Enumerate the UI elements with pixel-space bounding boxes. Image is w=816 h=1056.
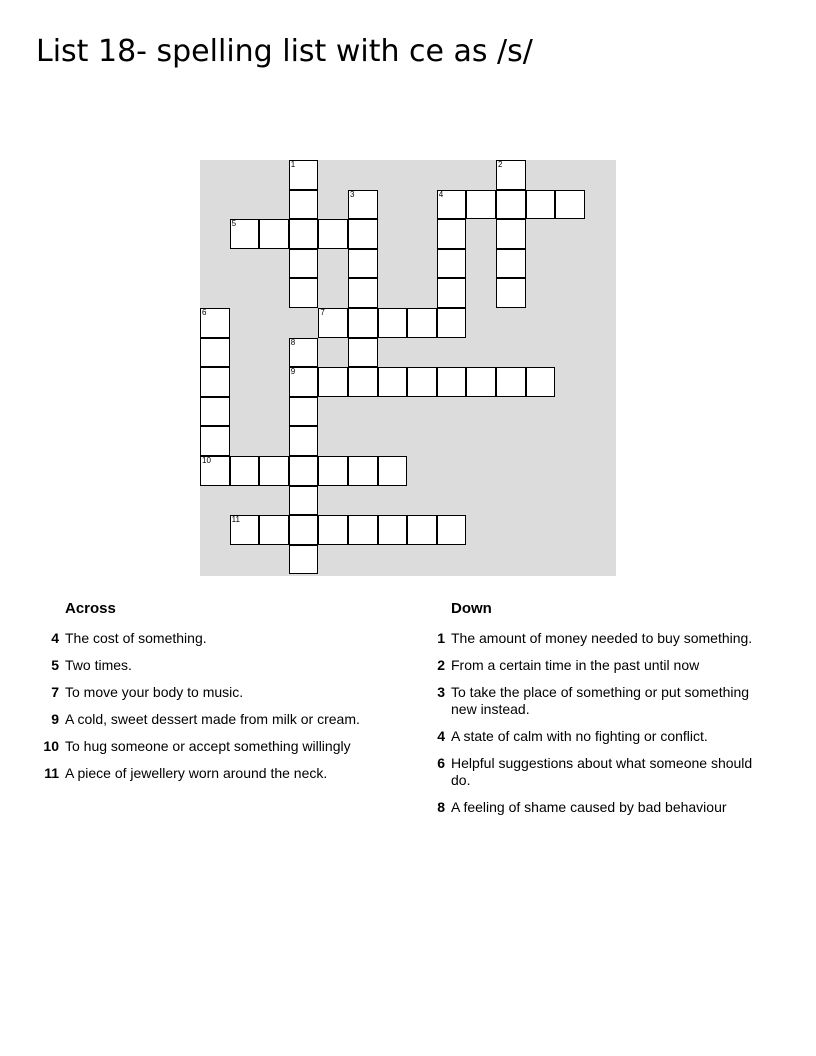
clue-text: The amount of money needed to buy something. [451, 630, 753, 646]
grid-cell[interactable] [318, 515, 348, 545]
clue-number: 11 [44, 765, 59, 781]
down-clue [422, 684, 772, 718]
clue-number: 3 [437, 684, 445, 700]
clue-text: To take the place of something or put something new instead. [451, 684, 750, 717]
down-clue [422, 728, 772, 745]
grid-cell[interactable] [496, 278, 526, 308]
across-clue [36, 738, 386, 755]
grid-cell[interactable] [407, 367, 437, 397]
grid-cell[interactable] [200, 338, 230, 368]
grid-cell[interactable] [230, 219, 260, 249]
grid-cell[interactable] [378, 456, 408, 486]
grid-cell[interactable] [348, 456, 378, 486]
clue-number: 1 [437, 630, 445, 646]
down-clue [422, 630, 772, 647]
clue-number: 8 [437, 799, 445, 815]
grid-cell[interactable] [318, 456, 348, 486]
page-title: List 18- spelling list with ce as /s/ [36, 34, 533, 69]
grid-cell[interactable] [200, 308, 230, 338]
down-clue [422, 657, 772, 674]
grid-cell[interactable] [437, 278, 467, 308]
grid-cell[interactable] [318, 367, 348, 397]
across-clues [36, 600, 386, 792]
clue-number: 5 [231, 219, 237, 229]
clue-number: 9 [51, 711, 59, 727]
clue-number: 6 [202, 308, 207, 317]
grid-cell[interactable] [289, 456, 319, 486]
grid-cell[interactable] [289, 367, 319, 397]
grid-cell[interactable] [200, 426, 230, 456]
grid-cell[interactable] [289, 190, 319, 220]
grid-cell[interactable] [437, 190, 467, 220]
down-clue [422, 799, 772, 816]
clue-text: Helpful suggestions about what someone should do. [451, 755, 753, 788]
clue-number: 7 [51, 684, 59, 700]
grid-cell[interactable] [259, 219, 289, 249]
down-clues [422, 600, 772, 826]
clue-number: 11 [231, 515, 240, 525]
grid-cell[interactable] [496, 190, 526, 220]
grid-cell[interactable] [378, 367, 408, 397]
clue-text: A piece of jewellery worn around the neck. [65, 765, 328, 781]
grid-cell[interactable] [230, 456, 260, 486]
crossword-grid [200, 160, 616, 576]
grid-cell[interactable] [407, 308, 437, 338]
grid-cell[interactable] [318, 308, 348, 338]
clue-number: 6 [437, 755, 445, 771]
grid-cell[interactable] [259, 456, 289, 486]
grid-cell[interactable] [437, 515, 467, 545]
grid-cell[interactable] [526, 190, 556, 220]
grid-cell[interactable] [348, 219, 378, 249]
clue-number: 10 [202, 456, 211, 465]
grid-cell[interactable] [378, 515, 408, 545]
clue-text: A feeling of shame caused by bad behaviour [451, 799, 727, 815]
grid-cell[interactable] [348, 249, 378, 279]
grid-cell[interactable] [318, 219, 348, 249]
down-clue [422, 755, 772, 789]
clue-text: The cost of something. [65, 630, 207, 646]
clue-text: To hug someone or accept something willingly [65, 738, 351, 754]
clue-number: 1 [290, 160, 296, 169]
clue-number: 8 [290, 337, 296, 347]
grid-cell[interactable] [496, 219, 526, 249]
grid-cell[interactable] [289, 160, 319, 190]
grid-cell[interactable] [289, 219, 319, 249]
grid-cell[interactable] [466, 190, 496, 220]
grid-cell[interactable] [348, 308, 378, 338]
grid-cell[interactable] [200, 367, 230, 397]
across-clue [36, 765, 386, 782]
clue-number: 10 [43, 738, 59, 754]
grid-cell[interactable] [200, 456, 230, 486]
grid-cell[interactable] [289, 338, 319, 368]
grid-cell[interactable] [437, 308, 467, 338]
across-heading: Across [65, 600, 116, 617]
grid-cell[interactable] [348, 190, 378, 220]
clue-number: 2 [498, 160, 503, 169]
grid-cell[interactable] [496, 249, 526, 279]
grid-cell[interactable] [289, 486, 319, 516]
grid-cell[interactable] [289, 426, 319, 456]
grid-cell[interactable] [526, 367, 556, 397]
clue-number: 3 [350, 189, 355, 199]
grid-cell[interactable] [230, 515, 260, 545]
grid-cell[interactable] [437, 219, 467, 249]
grid-cell[interactable] [289, 515, 319, 545]
grid-cell[interactable] [289, 278, 319, 308]
grid-cell[interactable] [378, 308, 408, 338]
grid-cell[interactable] [289, 545, 319, 575]
grid-cell[interactable] [289, 249, 319, 279]
across-clue [36, 657, 386, 674]
grid-cell[interactable] [348, 367, 378, 397]
clue-text: From a certain time in the past until now [451, 657, 700, 673]
grid-cell[interactable] [289, 397, 319, 427]
clue-number: 2 [437, 657, 445, 673]
across-clue [36, 711, 386, 728]
clue-number: 5 [51, 657, 59, 673]
clue-number: 4 [438, 189, 444, 199]
down-heading: Down [451, 600, 492, 617]
across-clue [36, 684, 386, 701]
grid-cell[interactable] [466, 367, 496, 397]
grid-cell[interactable] [200, 397, 230, 427]
grid-cell[interactable] [437, 367, 467, 397]
grid-cell[interactable] [496, 160, 526, 190]
clue-text: A state of calm with no fighting or conflict. [451, 728, 708, 744]
grid-cell[interactable] [555, 190, 585, 220]
across-clue [36, 630, 386, 647]
grid-cell[interactable] [496, 367, 526, 397]
clue-number: 9 [290, 367, 296, 377]
clue-number: 4 [51, 630, 59, 646]
grid-cell[interactable] [348, 338, 378, 368]
clue-text: To move your body to music. [65, 684, 244, 700]
clue-text: A cold, sweet dessert made from milk or cream. [65, 711, 360, 727]
grid-cell[interactable] [259, 515, 289, 545]
clue-text: Two times. [65, 657, 132, 673]
grid-cell[interactable] [348, 515, 378, 545]
grid-cell[interactable] [407, 515, 437, 545]
clue-number: 7 [320, 308, 325, 317]
grid-cell[interactable] [348, 278, 378, 308]
grid-cell[interactable] [437, 249, 467, 279]
clue-number: 4 [437, 728, 445, 744]
